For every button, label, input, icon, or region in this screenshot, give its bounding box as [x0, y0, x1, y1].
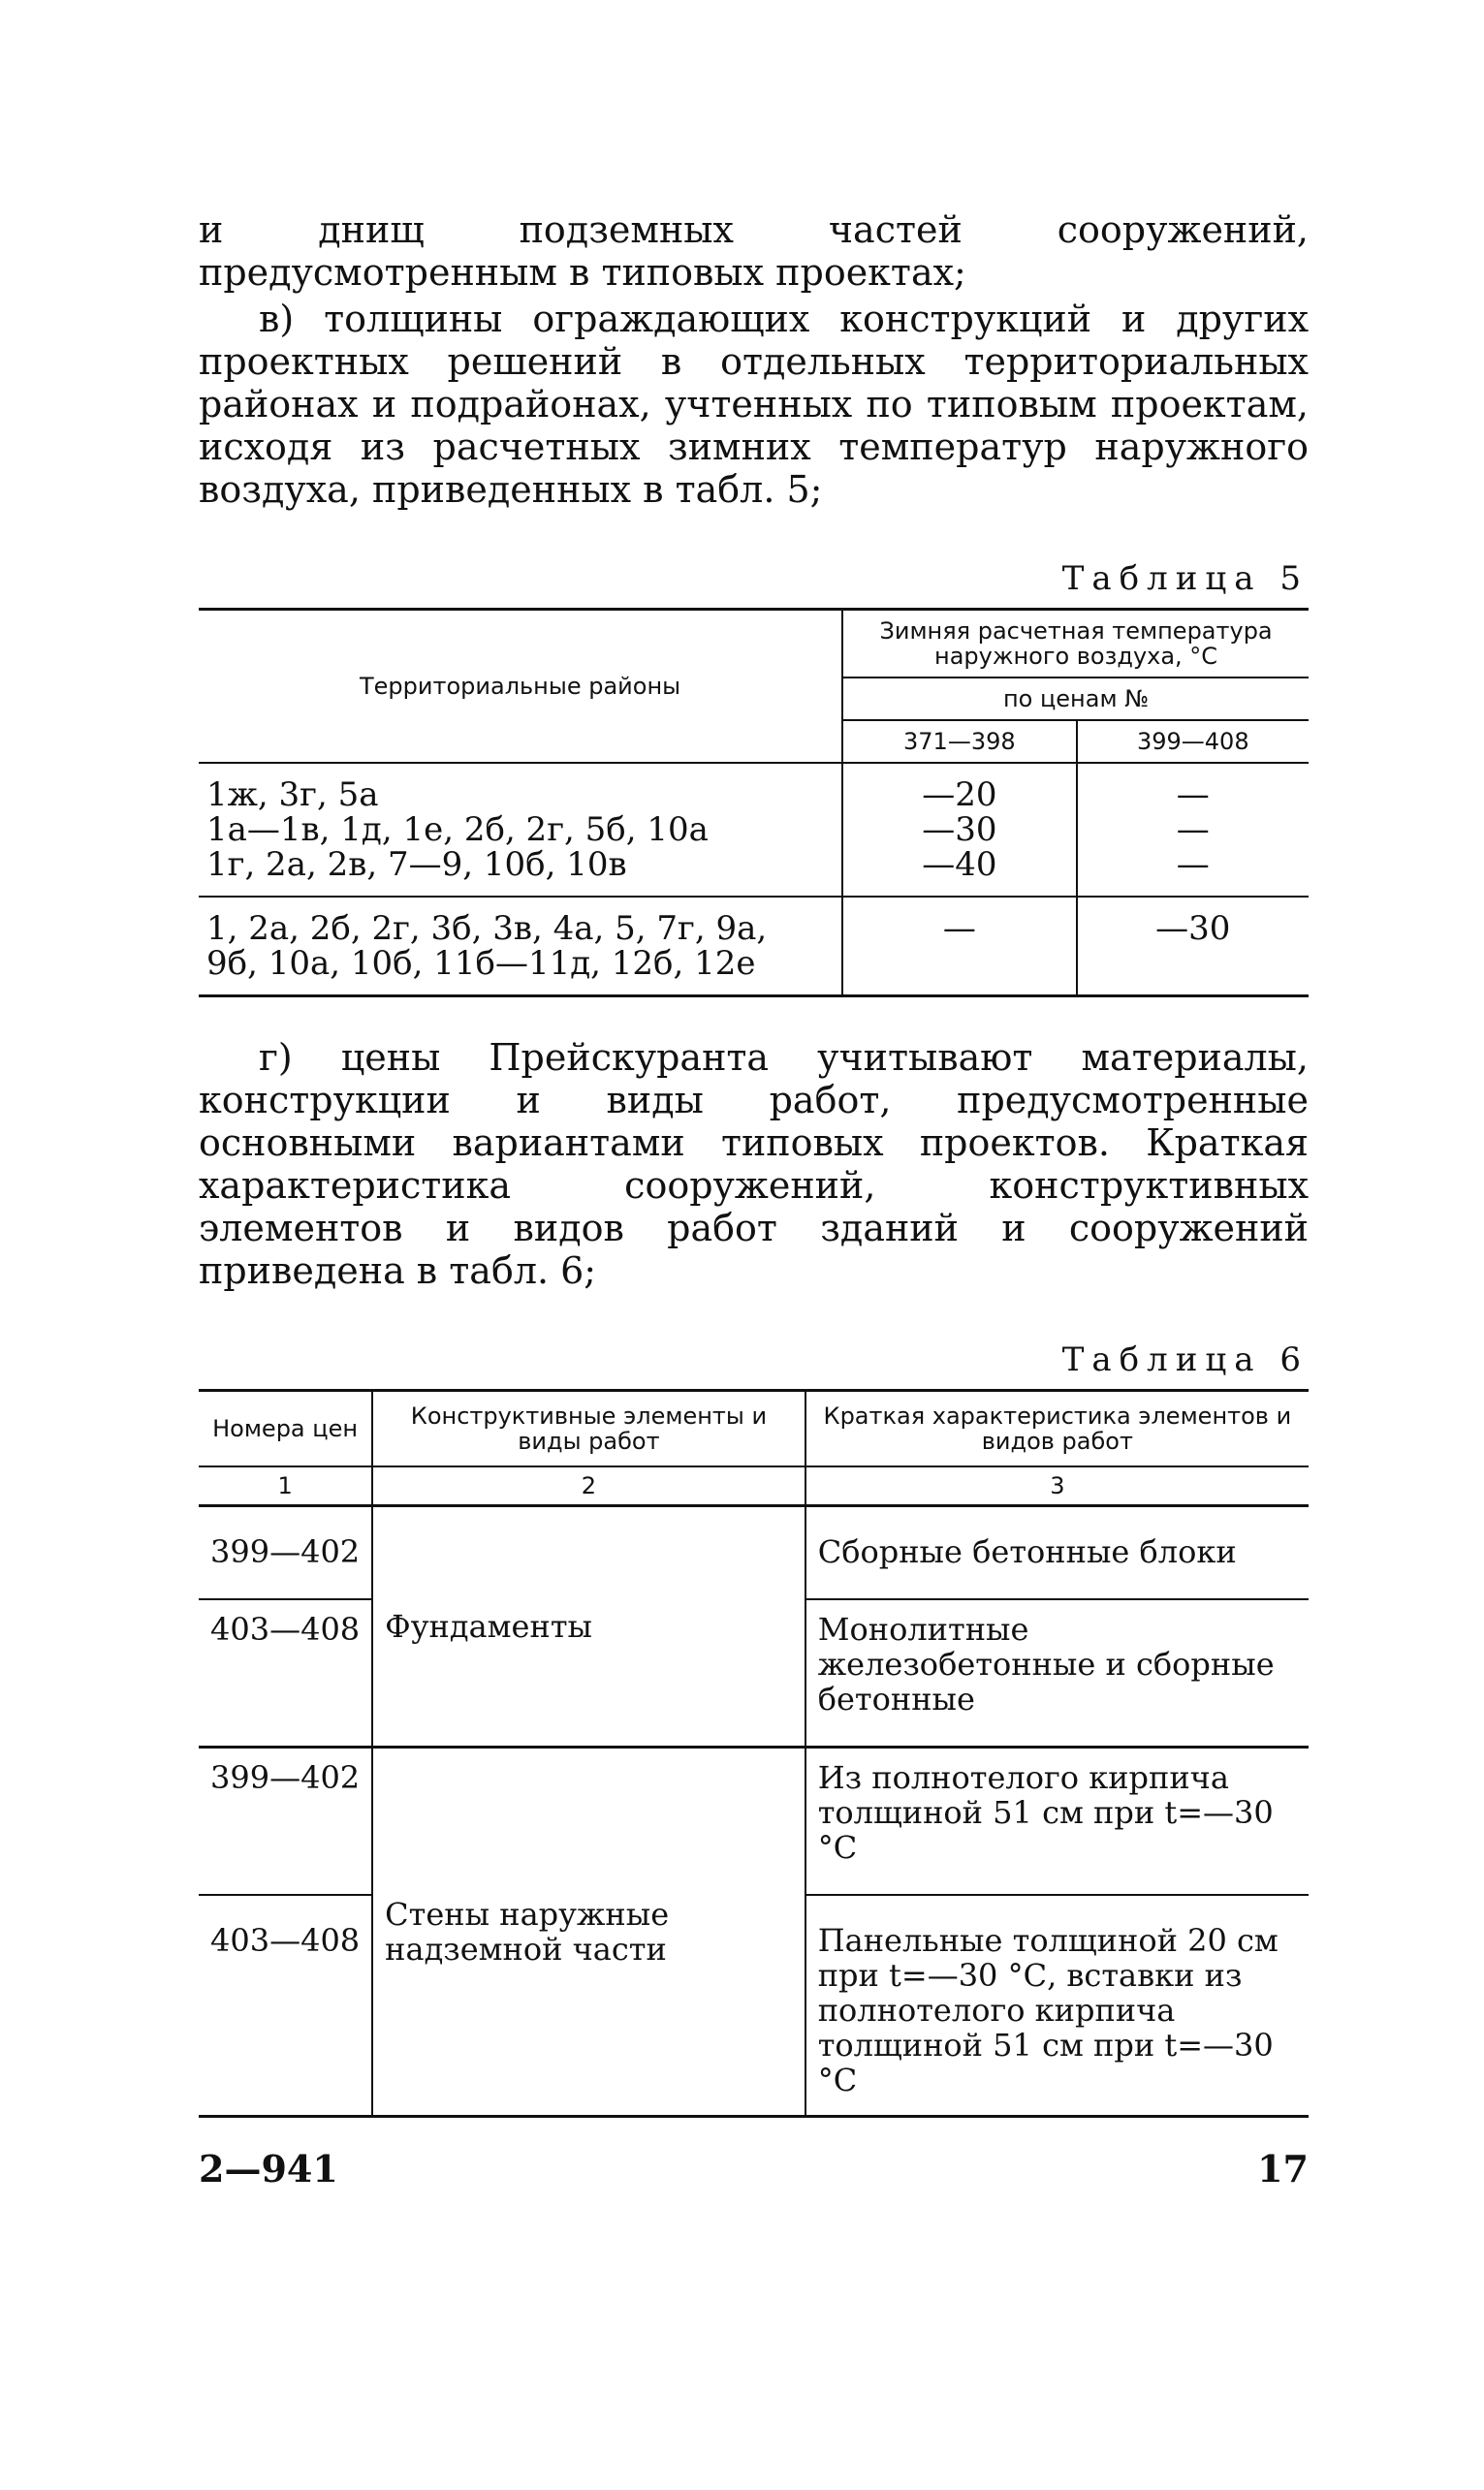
- table6-header-desc: Краткая характеристика элементов и видов работ: [805, 1391, 1309, 1467]
- table5-b-4: —30: [1077, 897, 1309, 996]
- table6-desc: Монолитные железобетонные и сборные бетонные: [805, 1599, 1309, 1748]
- table5-col-b-cell: [1077, 763, 1309, 897]
- table5-caption: Таблица 5: [1061, 559, 1309, 598]
- table-6: [199, 1389, 1309, 2118]
- paragraph-v: в) толщины ограждающих конструкций и других проектных решений в отдельных территориальных районах и подрайонах, учтенных по типовым проектам, исходя из расчетных зимних температур наружного воздуха, приведенных в табл. 5;: [199, 298, 1309, 511]
- table6-colnum-1: 1: [199, 1466, 372, 1506]
- table5-region-1: 1ж, 3г, 5а: [206, 775, 379, 814]
- table6-num: 399—402: [199, 1748, 372, 1896]
- table5-b-1: —: [1176, 775, 1210, 814]
- paragraph-continuation: и днищ подземных частей сооружений, предусмотренным в типовых проектах;: [199, 208, 1309, 294]
- table6-caption: Таблица 6: [1061, 1340, 1309, 1379]
- table6-header-nums: Номера цен: [199, 1391, 372, 1467]
- table5-region-3: 1г, 2а, 2в, 7—9, 10б, 10в: [206, 845, 627, 884]
- table6-colnum-2: 2: [372, 1466, 805, 1506]
- table5-header-prices: по ценам №: [842, 678, 1309, 720]
- table5-a-1: —20: [922, 775, 997, 814]
- table6-desc: Панельные толщиной 20 см при t=—30 °С, вставки из полнотелого кирпича толщиной 51 см при t=—30 °С: [805, 1895, 1309, 2117]
- table5-header-temp: Зимняя расчетная температура наружного воздуха, °С: [842, 610, 1309, 678]
- table5-header-col-b: 399—408: [1077, 720, 1309, 763]
- table5-region-2: 1а—1в, 1д, 1е, 2б, 2г, 5б, 10а: [206, 810, 709, 849]
- footer-code: 2—941: [199, 2147, 338, 2191]
- table-5: [199, 608, 1309, 997]
- table5-region-4: 1, 2а, 2б, 2г, 3б, 3в, 4а, 5, 7г, 9а, 9б, 10а, 10б, 11б—11д, 12б, 12е: [206, 909, 768, 983]
- table6-num: 403—408: [199, 1599, 372, 1748]
- table5-a-2: —30: [922, 810, 997, 849]
- table6-element: Фундаменты: [372, 1506, 805, 1748]
- table5-col-a-cell: [842, 763, 1076, 897]
- table6-num: 399—402: [199, 1506, 372, 1600]
- table6-desc: Сборные бетонные блоки: [805, 1506, 1309, 1600]
- table5-a-3: —40: [922, 845, 997, 884]
- paragraph-g: г) цены Прейскуранта учитывают материалы, конструкции и виды работ, предусмотренные основными вариантами типовых проектов. Краткая характеристика сооружений, конструктивных элементов и видов работ зданий и сооружений приведена в табл. 6;: [199, 1036, 1309, 1292]
- table6-num: 403—408: [210, 1922, 361, 1959]
- table6-desc: Из полнотелого кирпича толщиной 51 см при t=—30 °С: [805, 1748, 1309, 1896]
- table5-region-cell: [199, 763, 842, 897]
- table5-a-4: —: [842, 897, 1076, 996]
- table6-colnum-3: 3: [805, 1466, 1309, 1506]
- table5-b-2: —: [1176, 810, 1210, 849]
- table5-header-col-a: 371—398: [842, 720, 1076, 763]
- table5-b-3: —: [1176, 845, 1210, 884]
- table6-header-elements: Конструктивные элементы и виды работ: [372, 1391, 805, 1467]
- table5-header-region: Территориальные районы: [199, 610, 842, 764]
- page-number: 17: [1257, 2147, 1309, 2191]
- table6-element: Стены наружные надземной части: [372, 1748, 805, 2117]
- document-page: [199, 208, 1309, 2118]
